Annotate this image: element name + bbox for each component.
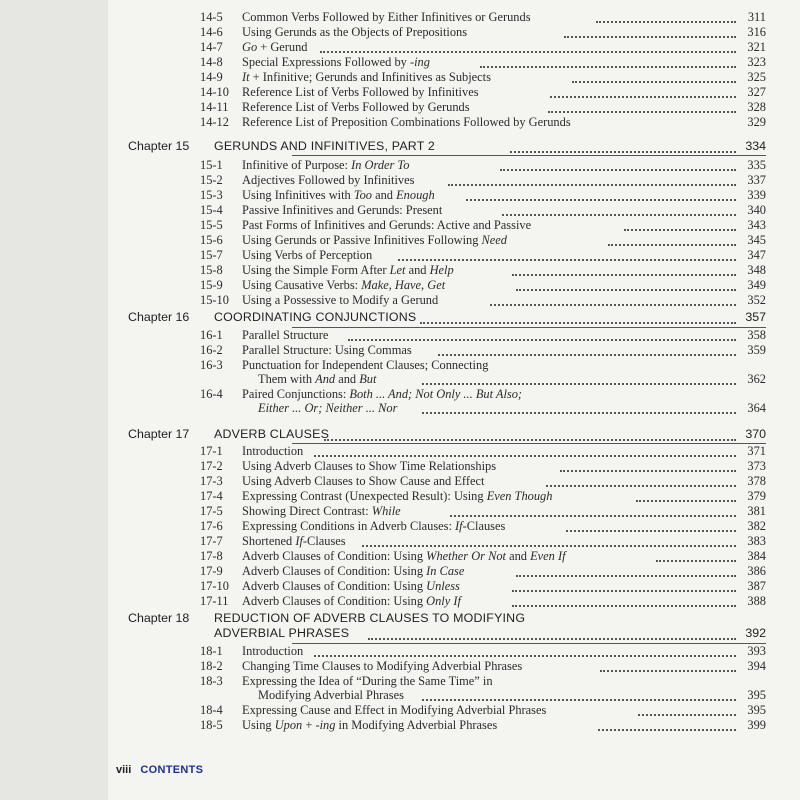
entry-title: Parallel Structure xyxy=(242,328,329,342)
chapter-page: 370 xyxy=(745,427,766,441)
toc-entry-16-3 xyxy=(200,358,766,386)
entry-number: 14-6 xyxy=(200,25,223,39)
chapter-rule xyxy=(292,155,766,156)
chapter-page: 334 xyxy=(745,139,766,153)
entry-title: Using Causative Verbs: Make, Have, Get xyxy=(242,278,446,292)
entry-title: Using Adverb Clauses to Show Time Relationships xyxy=(242,459,497,473)
entry-number: 17-4 xyxy=(200,489,223,503)
entry-page: 394 xyxy=(747,659,766,673)
entry-title: Adjectives Followed by Infinitives xyxy=(242,173,415,187)
entry-number: 14-9 xyxy=(200,70,223,84)
entry-number: 15-5 xyxy=(200,218,223,232)
entry-number: 16-2 xyxy=(200,343,223,357)
entry-page: 347 xyxy=(747,248,766,262)
dot-leader xyxy=(500,166,736,171)
dot-leader xyxy=(320,48,736,53)
entry-number: 15-3 xyxy=(200,188,223,202)
entry-title: Using the Simple Form After Let and Help xyxy=(242,263,454,277)
dot-leader xyxy=(550,93,736,98)
dot-leader xyxy=(546,482,736,487)
chapter-rule xyxy=(292,643,766,644)
entry-number: 15-1 xyxy=(200,158,223,172)
entry-title-continued: Either ... Or; Neither ... Nor xyxy=(258,401,398,415)
dot-leader xyxy=(362,542,736,547)
entry-number: 16-1 xyxy=(200,328,223,342)
entry-page: 321 xyxy=(747,40,766,54)
dot-leader xyxy=(638,711,736,716)
dot-leader xyxy=(512,602,736,607)
entry-title: Expressing Cause and Effect in Modifying Adverbial Phrases xyxy=(242,703,547,717)
chapter-label: Chapter 15 xyxy=(128,139,190,153)
entry-title: Punctuation for Independent Clauses; Connecting xyxy=(242,358,489,372)
footer-section-label: CONTENTS xyxy=(140,764,204,776)
entry-title: Using Infinitives with Too and Enough xyxy=(242,188,435,202)
dot-leader xyxy=(448,181,736,186)
entry-page: 327 xyxy=(747,85,766,99)
entry-title: Expressing Conditions in Adverb Clauses: If-Clauses xyxy=(242,519,506,533)
entry-page: 349 xyxy=(747,278,766,292)
dot-leader xyxy=(348,336,736,341)
entry-number: 14-7 xyxy=(200,40,223,54)
toc-entry-18-3 xyxy=(200,674,766,702)
entry-number: 17-11 xyxy=(200,594,229,608)
footer-page-number: viii xyxy=(116,764,132,776)
dot-leader xyxy=(314,652,736,657)
entry-title-continued: Them with And and But xyxy=(258,372,377,386)
entry-number: 14-10 xyxy=(200,85,229,99)
entry-page: 345 xyxy=(747,233,766,247)
entry-title: Introduction xyxy=(242,444,304,458)
dot-leader xyxy=(548,108,736,113)
entry-page: 316 xyxy=(747,25,766,39)
entry-page: 362 xyxy=(747,372,766,386)
entry-number: 17-10 xyxy=(200,579,229,593)
entry-page: 337 xyxy=(747,173,766,187)
entry-title: Introduction xyxy=(242,644,304,658)
dot-leader xyxy=(656,557,736,562)
book-page xyxy=(108,0,800,800)
dot-leader xyxy=(324,436,736,441)
dot-leader xyxy=(572,78,736,83)
entry-page: 340 xyxy=(747,203,766,217)
dot-leader xyxy=(598,726,736,731)
chapter-title: COORDINATING CONJUNCTIONS xyxy=(214,310,417,324)
chapter-heading-18 xyxy=(128,611,766,643)
dot-leader xyxy=(438,351,736,356)
entry-page: 328 xyxy=(747,100,766,114)
chapter-rule xyxy=(292,327,766,328)
entry-title: Paired Conjunctions: Both ... And; Not Only ... But Also; xyxy=(242,387,523,401)
chapter-label: Chapter 18 xyxy=(128,611,190,625)
dot-leader xyxy=(490,301,736,306)
entry-page: 378 xyxy=(747,474,766,488)
entry-number: 18-2 xyxy=(200,659,223,673)
entry-page: 335 xyxy=(747,158,766,172)
entry-number: 14-8 xyxy=(200,55,223,69)
dot-leader xyxy=(368,635,736,640)
entry-number: 15-10 xyxy=(200,293,229,307)
entry-page: 388 xyxy=(747,594,766,608)
dot-leader xyxy=(502,211,736,216)
chapter-label: Chapter 16 xyxy=(128,310,190,324)
dot-leader xyxy=(516,286,736,291)
dot-leader xyxy=(600,667,736,672)
entry-number: 17-3 xyxy=(200,474,223,488)
entry-page: 383 xyxy=(747,534,766,548)
dot-leader xyxy=(560,467,736,472)
entry-title: Using Verbs of Perception xyxy=(242,248,373,262)
entry-title: Adverb Clauses of Condition: Using Only If xyxy=(242,594,461,608)
chapter-title: GERUNDS AND INFINITIVES, PART 2 xyxy=(214,139,436,153)
entry-number: 17-8 xyxy=(200,549,223,563)
entry-number: 18-5 xyxy=(200,718,223,732)
dot-leader xyxy=(422,409,736,414)
entry-page: 352 xyxy=(747,293,766,307)
chapter-rule xyxy=(292,443,766,444)
entry-number: 14-12 xyxy=(200,115,229,129)
entry-title: Infinitive of Purpose: In Order To xyxy=(242,158,410,172)
page-footer xyxy=(116,764,203,776)
chapter-page: 357 xyxy=(745,310,766,324)
dot-leader xyxy=(422,380,736,385)
entry-page: 323 xyxy=(747,55,766,69)
dot-leader xyxy=(512,271,736,276)
dot-leader xyxy=(596,18,736,23)
entry-page: 329 xyxy=(747,115,766,129)
entry-number: 14-5 xyxy=(200,10,223,24)
entry-title: Adverb Clauses of Condition: Using Unless xyxy=(242,579,460,593)
entry-page: 384 xyxy=(747,549,766,563)
dot-leader xyxy=(314,452,736,457)
entry-page: 386 xyxy=(747,564,766,578)
chapter-title: REDUCTION OF ADVERB CLAUSES TO MODIFYING xyxy=(214,611,526,625)
entry-number: 15-4 xyxy=(200,203,223,217)
dot-leader xyxy=(422,696,736,701)
entry-page: 358 xyxy=(747,328,766,342)
entry-title: Using Adverb Clauses to Show Cause and Effect xyxy=(242,474,485,488)
entry-title: Reference List of Verbs Followed by Gerunds xyxy=(242,100,470,114)
entry-number: 15-2 xyxy=(200,173,223,187)
dot-leader xyxy=(480,63,736,68)
entry-title: Expressing the Idea of “During the Same Time” in xyxy=(242,674,493,688)
entry-title: Shortened If-Clauses xyxy=(242,534,346,548)
entry-page: 311 xyxy=(747,10,766,24)
entry-title: Adverb Clauses of Condition: Using Whether Or Not and Even If xyxy=(242,549,566,563)
entry-title: Go + Gerund xyxy=(242,40,308,54)
entry-page: 371 xyxy=(747,444,766,458)
entry-number: 16-4 xyxy=(200,387,223,401)
entry-page: 382 xyxy=(747,519,766,533)
entry-number: 18-1 xyxy=(200,644,223,658)
entry-number: 17-1 xyxy=(200,444,223,458)
chapter-title-continued: ADVERBIAL PHRASES xyxy=(214,626,350,640)
entry-page: 395 xyxy=(747,688,766,702)
entry-page: 348 xyxy=(747,263,766,277)
entry-number: 18-4 xyxy=(200,703,223,717)
entry-title: Adverb Clauses of Condition: Using In Case xyxy=(242,564,465,578)
dot-leader xyxy=(398,256,736,261)
entry-number: 17-2 xyxy=(200,459,223,473)
entry-number: 15-6 xyxy=(200,233,223,247)
chapter-title: ADVERB CLAUSES xyxy=(214,427,330,441)
entry-page: 325 xyxy=(747,70,766,84)
entry-number: 14-11 xyxy=(200,100,229,114)
dot-leader xyxy=(420,319,736,324)
entry-page: 395 xyxy=(747,703,766,717)
dot-leader xyxy=(564,33,736,38)
entry-page: 387 xyxy=(747,579,766,593)
dot-leader xyxy=(516,572,736,577)
entry-number: 15-8 xyxy=(200,263,223,277)
entry-title-continued: Modifying Adverbial Phrases xyxy=(258,688,404,702)
entry-title: Showing Direct Contrast: While xyxy=(242,504,401,518)
entry-title: Using a Possessive to Modify a Gerund xyxy=(242,293,439,307)
entry-title: Common Verbs Followed by Either Infinitives or Gerunds xyxy=(242,10,531,24)
entry-number: 18-3 xyxy=(200,674,223,688)
dot-leader xyxy=(512,587,736,592)
entry-number: 17-5 xyxy=(200,504,223,518)
entry-number: 17-7 xyxy=(200,534,223,548)
entry-number: 17-6 xyxy=(200,519,223,533)
dot-leader xyxy=(450,512,736,517)
dot-leader xyxy=(466,196,736,201)
entry-page: 343 xyxy=(747,218,766,232)
entry-title: Past Forms of Infinitives and Gerunds: Active and Passive xyxy=(242,218,532,232)
dot-leader xyxy=(510,148,736,153)
entry-title: It + Infinitive; Gerunds and Infinitives as Subjects xyxy=(242,70,491,84)
entry-title: Using Gerunds as the Objects of Prepositions xyxy=(242,25,468,39)
entry-title: Using Upon + -ing in Modifying Adverbial Phrases xyxy=(242,718,498,732)
entry-number: 15-9 xyxy=(200,278,223,292)
entry-page: 393 xyxy=(747,644,766,658)
entry-number: 17-9 xyxy=(200,564,223,578)
entry-page: 399 xyxy=(747,718,766,732)
entry-title: Changing Time Clauses to Modifying Adverbial Phrases xyxy=(242,659,523,673)
entry-title: Expressing Contrast (Unexpected Result): Using Even Though xyxy=(242,489,553,503)
toc-entry-16-4 xyxy=(200,387,766,415)
chapter-label: Chapter 17 xyxy=(128,427,190,441)
entry-page: 379 xyxy=(747,489,766,503)
entry-page: 373 xyxy=(747,459,766,473)
entry-page: 359 xyxy=(747,343,766,357)
dot-leader xyxy=(608,241,736,246)
entry-title: Reference List of Preposition Combinations Followed by Gerunds xyxy=(242,115,571,129)
entry-page: 381 xyxy=(747,504,766,518)
entry-title: Parallel Structure: Using Commas xyxy=(242,343,412,357)
dot-leader xyxy=(566,527,736,532)
entry-number: 16-3 xyxy=(200,358,223,372)
dot-leader xyxy=(624,226,736,231)
entry-title: Special Expressions Followed by -ing xyxy=(242,55,430,69)
entry-title: Using Gerunds or Passive Infinitives Following Need xyxy=(242,233,508,247)
dot-leader xyxy=(636,497,736,502)
entry-title: Passive Infinitives and Gerunds: Present xyxy=(242,203,443,217)
entry-number: 15-7 xyxy=(200,248,223,262)
entry-title: Reference List of Verbs Followed by Infinitives xyxy=(242,85,479,99)
entry-page: 339 xyxy=(747,188,766,202)
entry-page: 364 xyxy=(747,401,766,415)
chapter-page: 392 xyxy=(745,626,766,640)
